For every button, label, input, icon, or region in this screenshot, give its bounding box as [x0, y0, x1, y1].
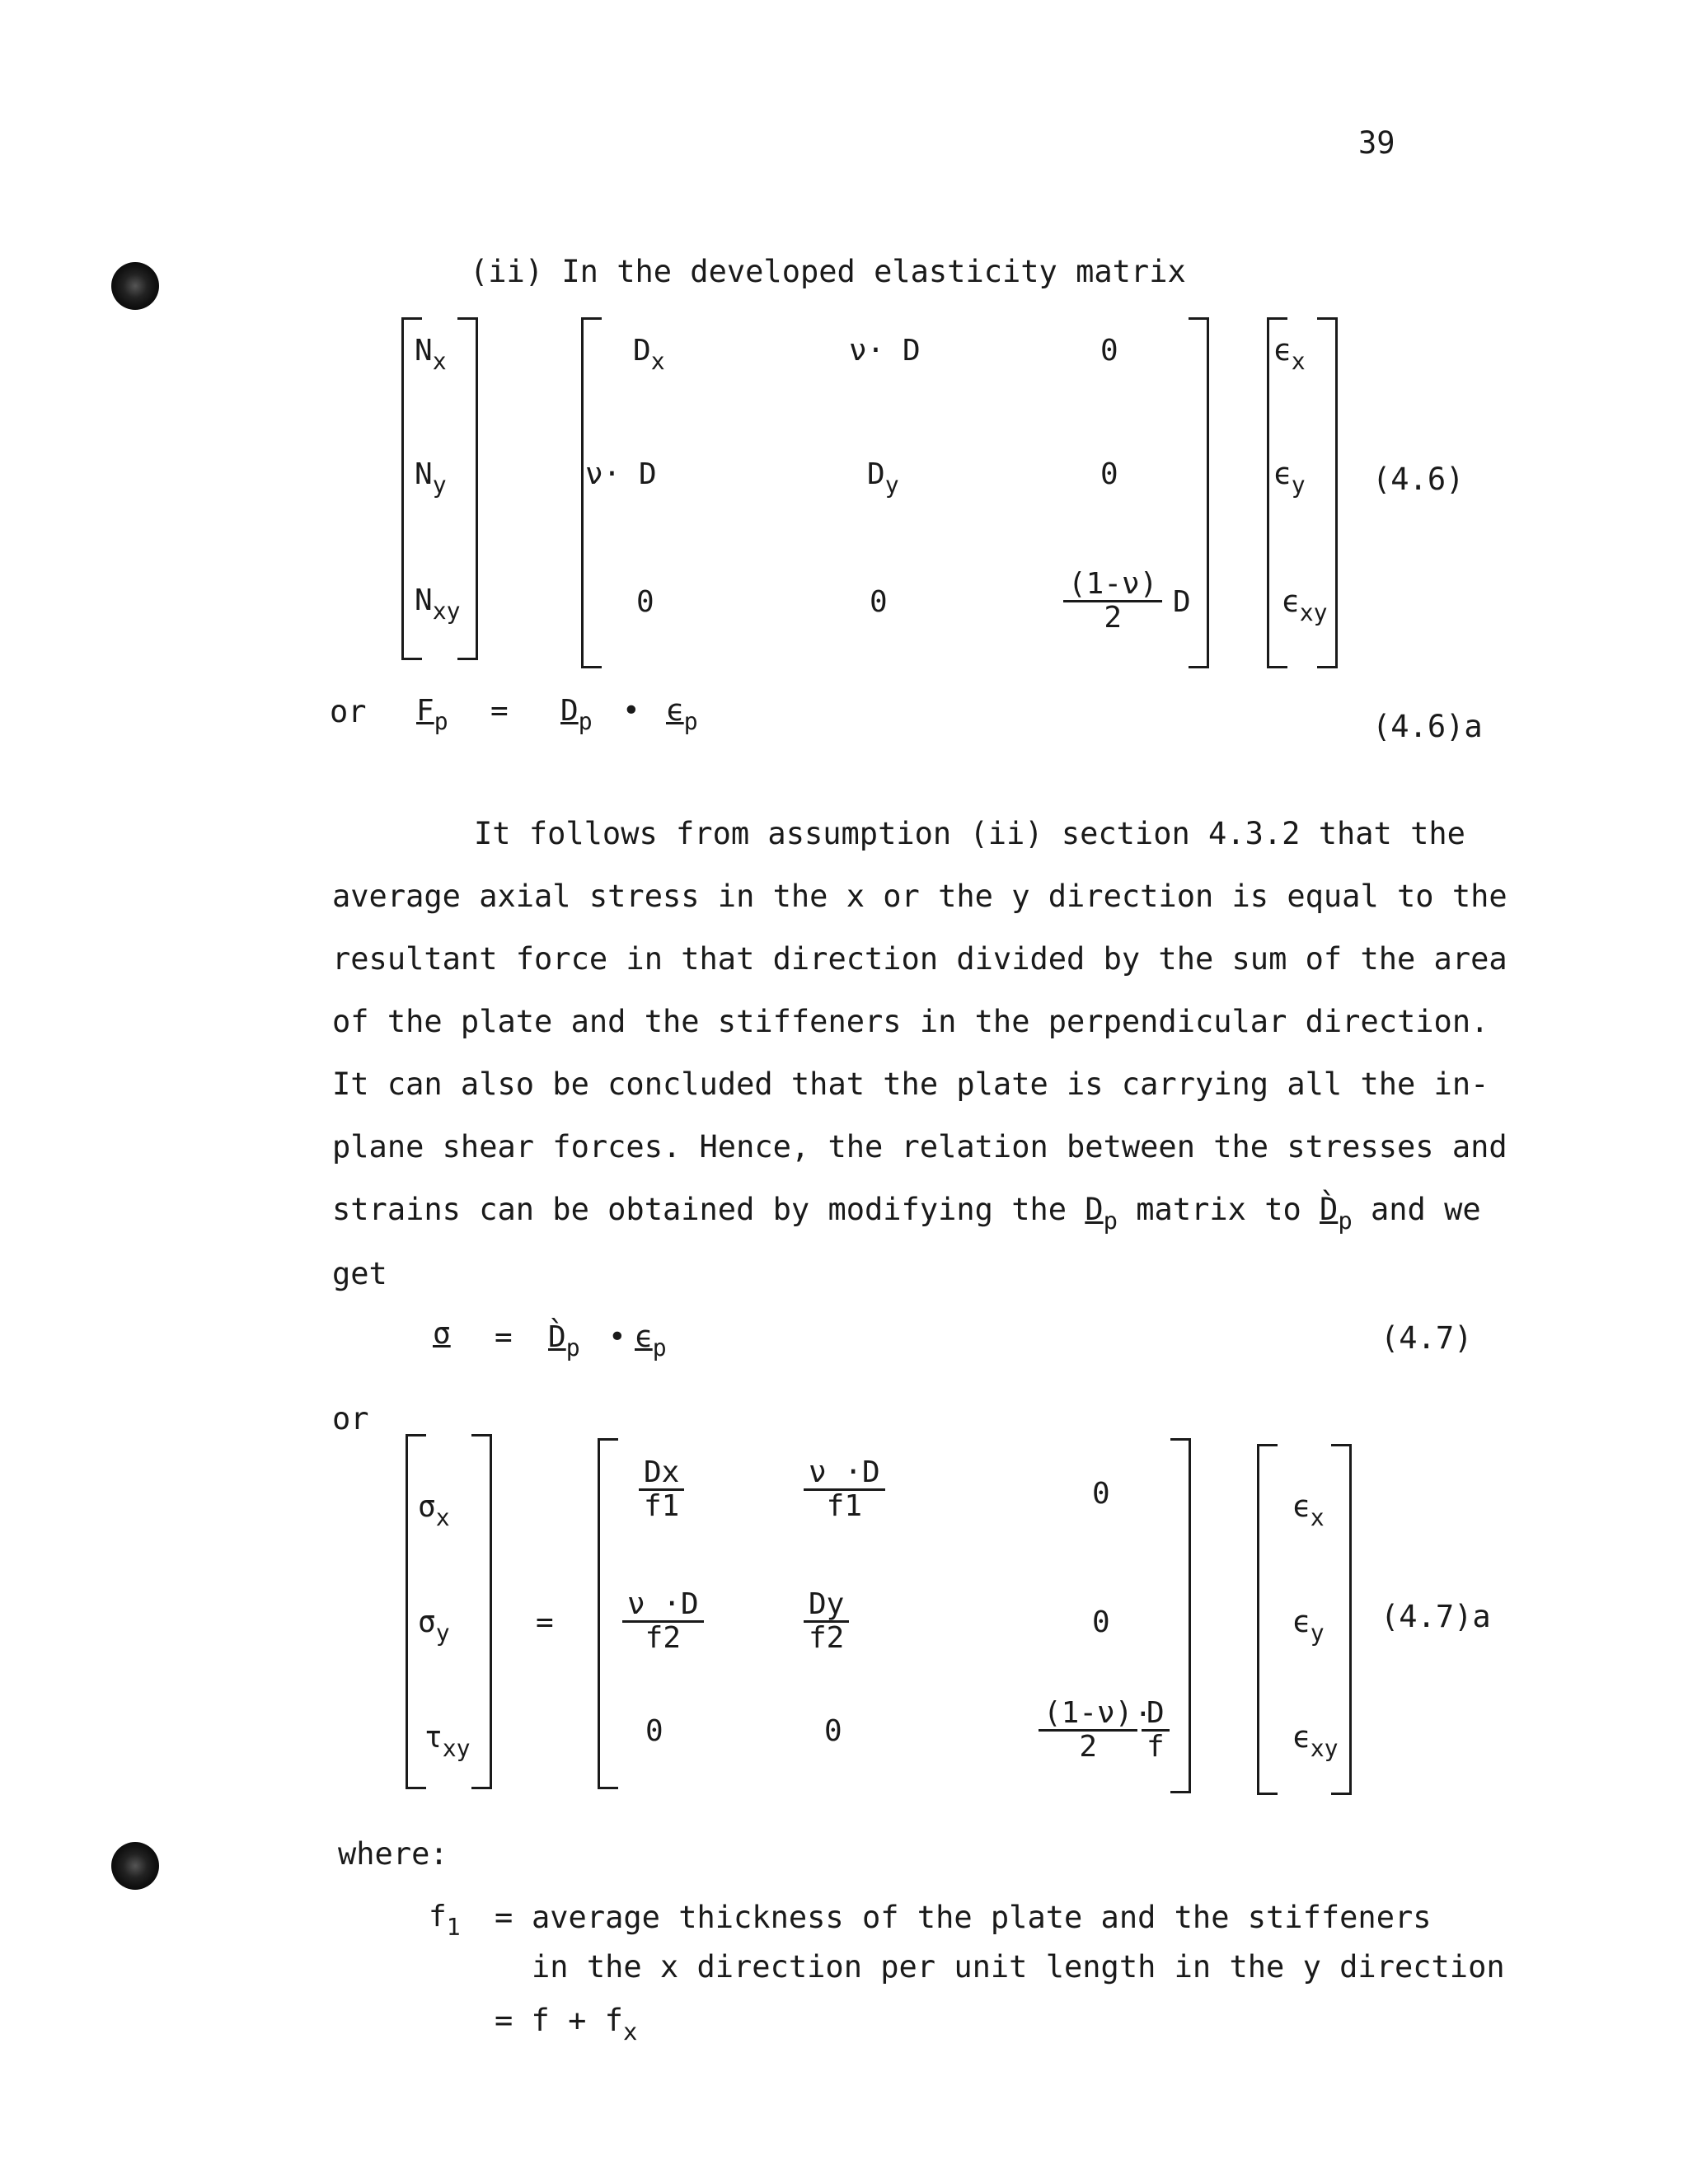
eq-label-4-7: (4.7) — [1381, 1320, 1473, 1356]
m47-r2c1: $\frac{\nu \cdot D}{f2}$ — [622, 1589, 704, 1654]
eps-x-47a: $\epsilon_x$ — [1292, 1490, 1325, 1531]
eq-label-4-6a: (4.6)a — [1372, 709, 1483, 744]
m46-r2c2: $D_y$ — [867, 457, 899, 499]
paragraph-line-2: average axial stress in the x or the y direction is equal to the — [332, 879, 1507, 914]
eq-label-4-6: (4.6) — [1372, 462, 1465, 497]
m46-r1c2: ν· D — [849, 334, 921, 368]
m46-r3c3-fraction: $\frac{(1-\nu)}{2}$ — [1063, 569, 1162, 634]
m46-r2c3: 0 — [1100, 457, 1118, 491]
eps-y-47a: $\epsilon_y$ — [1292, 1605, 1325, 1647]
paragraph-line-3: resultant force in that direction divided by the sum of the area — [332, 941, 1507, 977]
eps-y: $\epsilon_y$ — [1273, 457, 1306, 499]
sigma-vector: σ — [433, 1317, 451, 1351]
def-equals: = — [495, 1900, 513, 1935]
paragraph-line-5: It can also be concluded that the plate is carrying all the in- — [332, 1066, 1489, 1102]
N-x: $N_x$ — [415, 334, 447, 375]
or-word: or — [330, 694, 367, 729]
m47-r3c1: 0 — [645, 1714, 663, 1748]
def-line-2: in the x direction per unit length in the y direction — [532, 1949, 1505, 1985]
def-line-3: = $f + f_x$ — [495, 2003, 638, 2046]
D-p-bar: $D_p$ — [560, 694, 593, 735]
dot-47: • — [608, 1320, 626, 1354]
paragraph-line-4: of the plate and the stiffeners in the perpendicular direction. — [332, 1004, 1489, 1039]
paragraph-line-7: strains can be obtained by modifying the $D_p$ matrix to $D̀_p$ and we — [332, 1192, 1481, 1235]
m46-r1c3: 0 — [1100, 334, 1118, 368]
bracket-right-sigma — [471, 1434, 492, 1789]
m47-r2c3: 0 — [1092, 1605, 1110, 1639]
equals-47: = — [495, 1320, 513, 1354]
intro-line: (ii) In the developed elasticity matrix — [470, 254, 1186, 289]
m46-r3c2: 0 — [870, 585, 888, 619]
bracket-left-D-47a — [598, 1438, 618, 1789]
or-word-2: or — [332, 1401, 369, 1436]
F-p: $F_p$ — [416, 694, 448, 735]
def-symbol-f1: $f_1$ — [429, 1900, 461, 1941]
m46-r3c1: 0 — [636, 585, 654, 619]
eps-xy-47a: $\epsilon_{xy}$ — [1292, 1721, 1339, 1762]
page-number: 39 — [1358, 125, 1395, 161]
m47-r3c2: 0 — [824, 1714, 842, 1748]
bracket-left-eps-47a — [1257, 1444, 1278, 1795]
m47-r3c3-dot: · — [1134, 1698, 1152, 1732]
m47-r3c3-fraction: $\frac{(1-\nu)}{2}$ — [1039, 1698, 1137, 1763]
eps-xy: $\epsilon_{xy}$ — [1282, 585, 1328, 626]
dot-46a: • — [622, 694, 640, 728]
punch-hole-top — [111, 262, 159, 310]
paragraph-line-6: plane shear forces. Hence, the relation between the stresses and — [332, 1129, 1507, 1165]
bracket-right-D — [1189, 317, 1209, 668]
N-y: $N_y$ — [415, 457, 447, 499]
tau-xy: $\tau_{xy}$ — [424, 1721, 471, 1762]
m47-r2c2: $\frac{Dy}{f2}$ — [804, 1589, 849, 1654]
equals-46a: = — [490, 694, 509, 728]
m46-r2c1: ν· D — [585, 457, 657, 491]
eps-x: $\epsilon_x$ — [1273, 334, 1306, 375]
sigma-x: $\sigma_x$ — [418, 1490, 450, 1531]
equals-47a: = — [536, 1605, 554, 1639]
paragraph-line-1: It follows from assumption (ii) section 4.3.2 that the — [474, 816, 1465, 851]
m47-r1c1: $\frac{Dx}{f1}$ — [639, 1457, 684, 1522]
where-label: where: — [338, 1836, 448, 1872]
m46-r1c1: $D_x$ — [633, 334, 665, 375]
m46-r3c3-D: D — [1173, 585, 1191, 619]
m47-r1c3: 0 — [1092, 1477, 1110, 1511]
paragraph-line-8: get — [332, 1256, 387, 1291]
eps-p-47: $\epsilon_p$ — [635, 1320, 667, 1361]
eps-p: $\epsilon_p$ — [666, 694, 698, 735]
N-xy: $N_{xy}$ — [415, 583, 461, 625]
m47-r3c3-Df: $\frac{D}{f}$ — [1142, 1698, 1170, 1763]
def-line-1: average thickness of the plate and the stiffeners — [532, 1900, 1432, 1935]
bracket-left-D — [581, 317, 602, 668]
punch-hole-bottom — [111, 1842, 159, 1890]
eq-label-4-7a: (4.7)a — [1381, 1599, 1491, 1634]
D-p-modified: $D̀_p$ — [548, 1320, 580, 1361]
m47-r1c2: $\frac{\nu \cdot D}{f1}$ — [804, 1457, 885, 1522]
bracket-right-D-47a — [1170, 1438, 1191, 1793]
sigma-y: $\sigma_y$ — [418, 1605, 450, 1647]
